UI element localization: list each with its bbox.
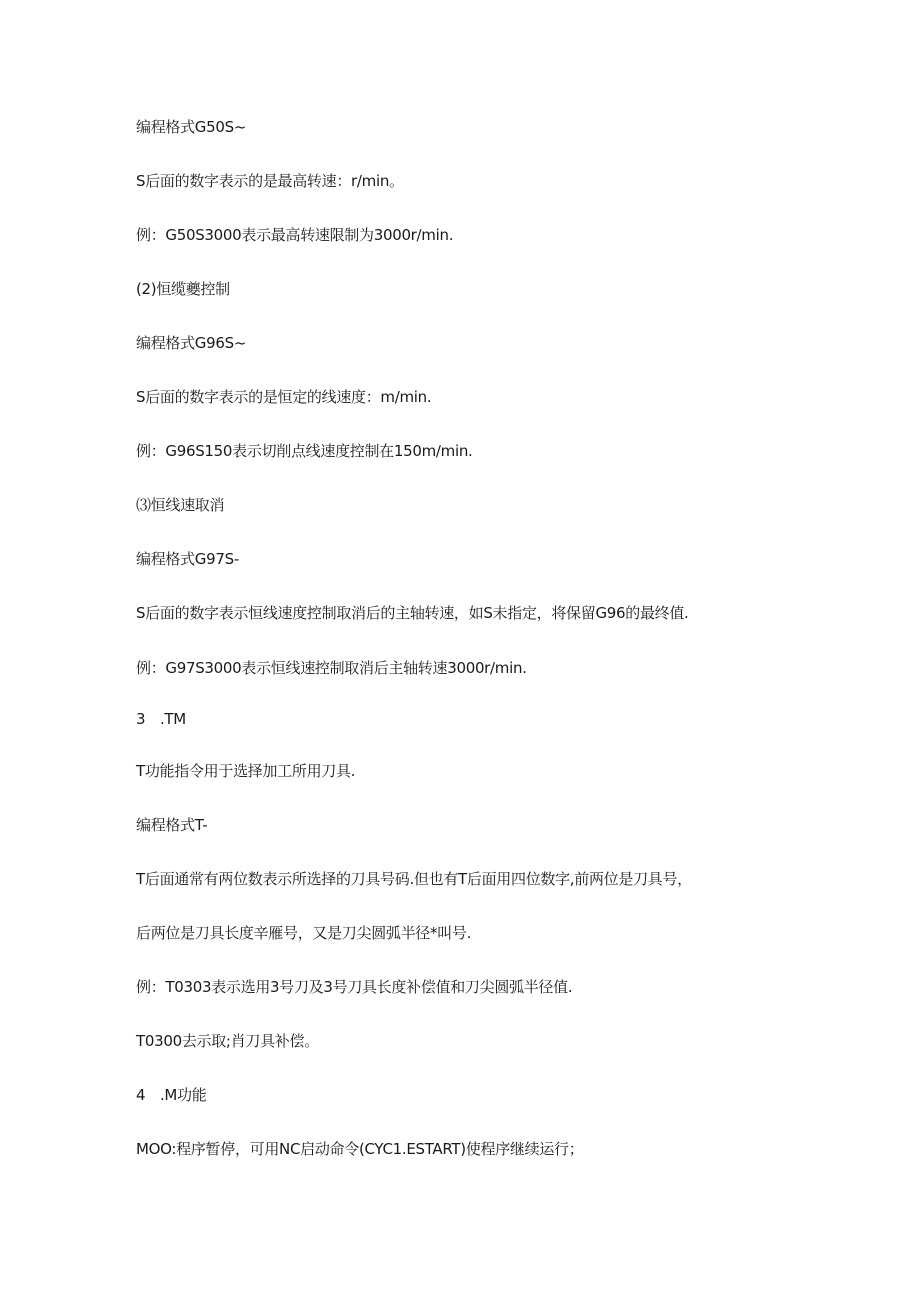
text-line: T后面通常有两位数表示所选择的刀具号码.但也有T后面用四位数字,前两位是刀具号， (136, 870, 692, 888)
text-line: 编程格式T- (136, 816, 208, 834)
text-line: MOO:程序暂停，可用NC启动命令(CYC1.ESTART)使程序继续运行； (136, 1140, 584, 1158)
text-line: 例：T0303表示选用3号刀及3号刀具长度补偿值和刀尖圆弧半径值. (136, 978, 573, 996)
text-line: T0300去示取;肖刀具补偿。 (136, 1032, 319, 1050)
section-heading: 3 .TM (136, 710, 186, 728)
text-line: T功能指令用于选择加工所用刀具. (136, 762, 356, 780)
text-line: 例：G97S3000表示恒线速控制取消后主轴转速3000r∕min. (136, 659, 527, 677)
text-line: 编程格式G97S- (136, 550, 239, 568)
text-line: 后两位是刀具长度辛雁号，又是刀尖圆弧半径*叫号. (136, 924, 472, 942)
section-heading: ⑶恒线速取消 (136, 496, 225, 514)
section-heading: 4 .M功能 (136, 1086, 207, 1104)
text-line: 例：G50S3000表示最高转速限制为3000r∕min. (136, 226, 454, 244)
section-heading: (2)恒缆夔控制 (136, 280, 230, 298)
text-line: S后面的数字表示的是最高转速：r/min。 (136, 172, 404, 190)
text-line: S后面的数字表示恒线速度控制取消后的主轴转速，如S未指定，将保留G96的最终值. (136, 604, 689, 622)
text-line: 编程格式G96S~ (136, 334, 247, 352)
text-line: 例：G96S150表示切削点线速度控制在150m∕min. (136, 442, 473, 460)
text-line: 编程格式G50S~ (136, 118, 247, 136)
text-line: S后面的数字表示的是恒定的线速度：m/min. (136, 388, 432, 406)
